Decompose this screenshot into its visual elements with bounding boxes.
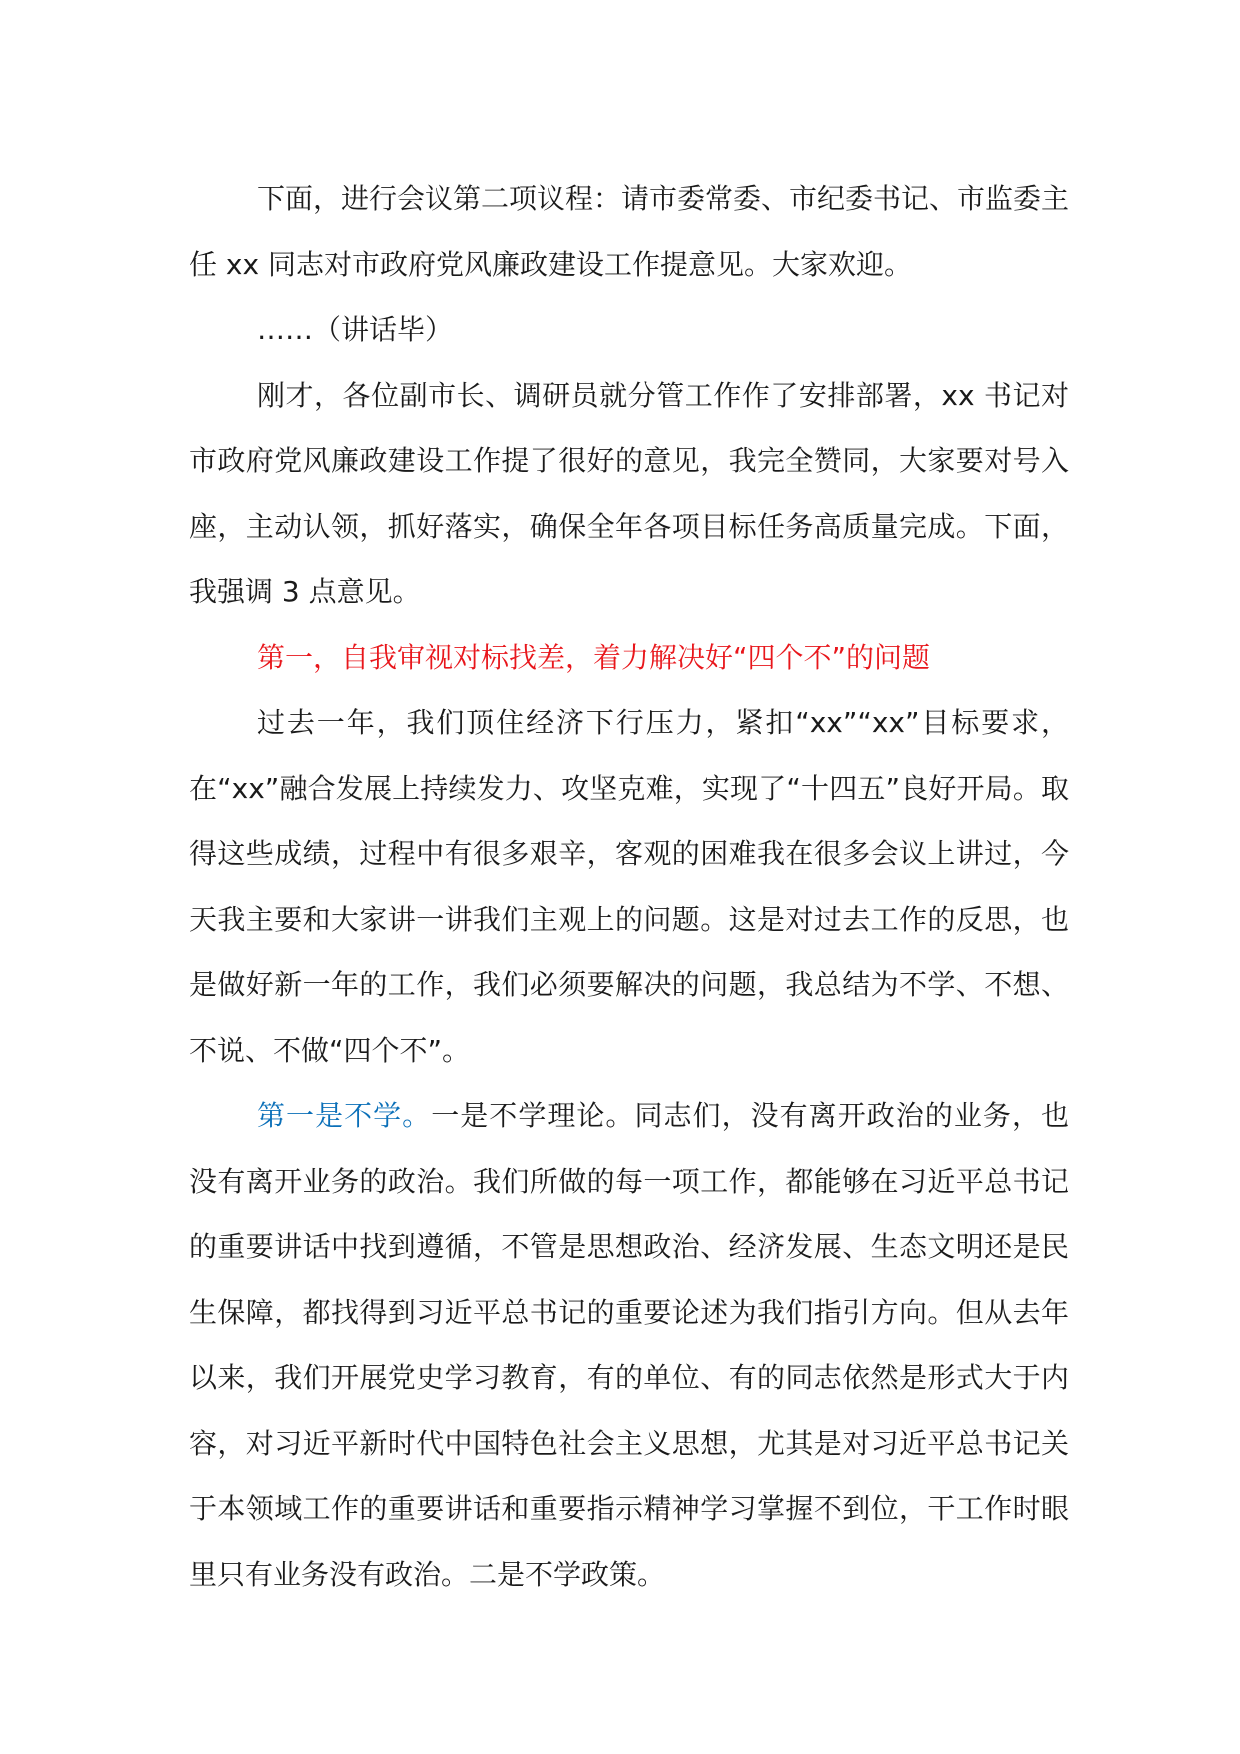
subheading-not-learning: 第一是不学。 [257, 1099, 432, 1132]
paragraph-summary: 刚才，各位副市长、调研员就分管工作作了安排部署，xx 书记对市政府党风廉政建设工作提了很好的意见，我完全赞同，大家要对号入座，主动认领，抓好落实，确保全年各项目标任务高质量完成。下面，我强调 3 点意见。 [189, 378, 1069, 608]
document-body [189, 166, 1069, 1607]
paragraph-review-last-year: 过去一年，我们顶住经济下行压力，紧扣“xx”“xx”目标要求，在“xx”融合发展上持续发力、攻坚克难，实现了“十四五”良好开局。取得这些成绩，过程中有很多艰辛，客观的困难我在很多会议上讲过，今天我主要和大家讲一讲我们主观上的问题。这是对过去工作的反思，也是做好新一年的工作，我们必须要解决的问题，我总结为不学、不想、不说、不做“四个不”。 [189, 706, 1069, 1067]
paragraph-speech-end: ……（讲话毕） [257, 313, 454, 346]
paragraph-not-learning [189, 1083, 1069, 1607]
paragraph-agenda-item-two: 下面，进行会议第二项议程：请市委常委、市纪委书记、市监委主任 xx 同志对市政府党风廉政建设工作提意见。大家欢迎。 [189, 182, 1070, 281]
paragraph-not-learning-body: 一是不学理论。同志们，没有离开政治的业务，也没有离开业务的政治。我们所做的每一项工作，都能够在习近平总书记的重要讲话中找到遵循，不管是思想政治、经济发展、生态文明还是民生保障，都找得到习近平总书记的重要论述为我们指引方向。但从去年以来，我们开展党史学习教育，有的单位、有的同志依然是形式大于内容，对习近平新时代中国特色社会主义思想，尤其是对习近平总书记关于本领域工作的重要讲话和重要指示精神学习掌握不到位，干工作时眼里只有业务没有政治。二是不学政策。 [189, 1099, 1069, 1591]
section-heading-first: 第一，自我审视对标找差，着力解决好“四个不”的问题 [257, 640, 931, 674]
